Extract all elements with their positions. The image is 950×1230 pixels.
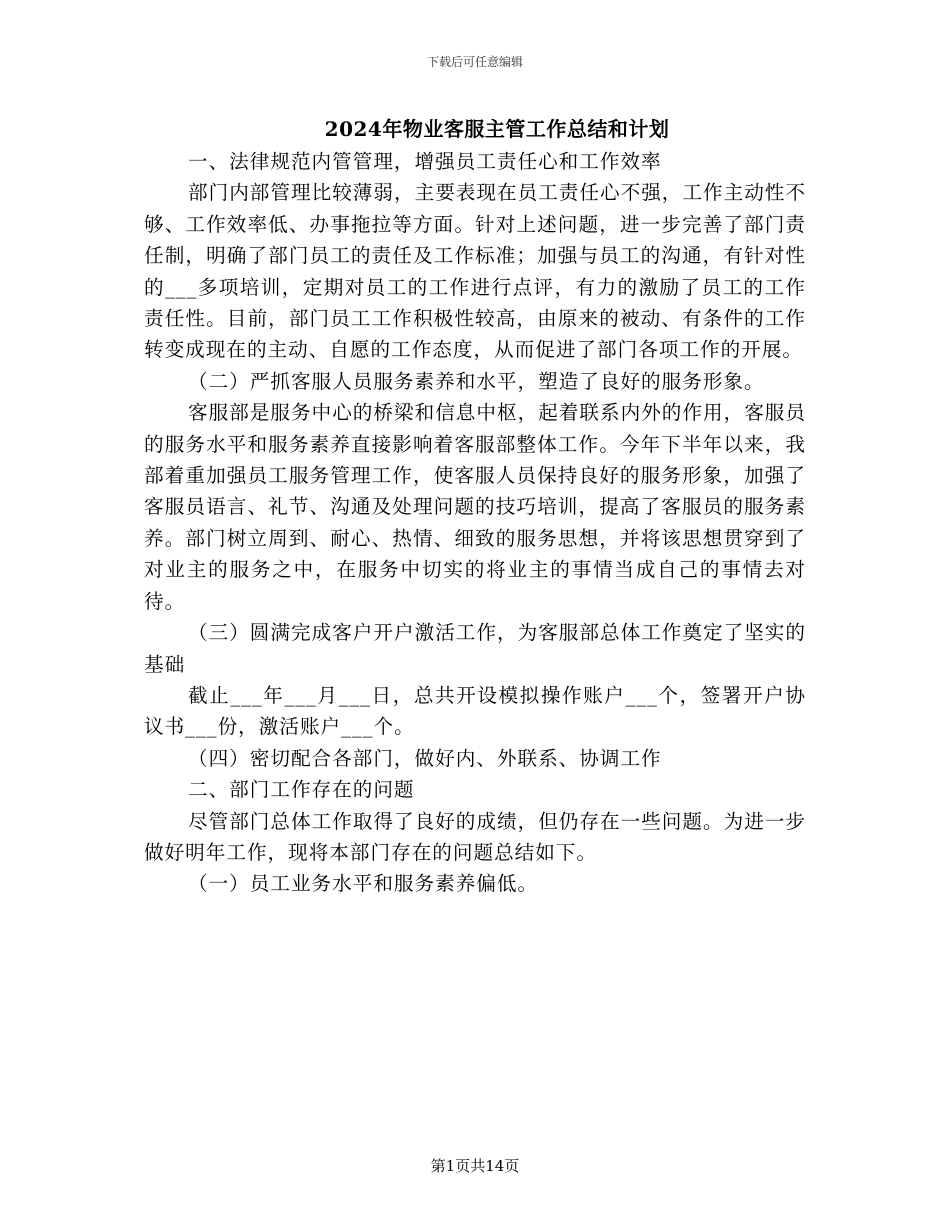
subsection-heading: （一）员工业务水平和服务素养偏低。 xyxy=(188,872,539,896)
subsection-heading: （二）严抓客服人员服务素养和水平，塑造了良好的服务形象。 xyxy=(188,369,765,393)
body-paragraph: 部门内部管理比较薄弱，主要表现在员工责任心不强，工作主动性不够、工作效率低、办事拖拉等方面。针对上述问题，进一步完善了部门责任制，明确了部门员工的责任及工作标准；加强与员工的沟通，有针对性的___多项培训，定期对员工的工作进行点评，有力的激励了员工的工作责任性。目前，部门员工工作积极性较高，由原来的被动、有条件的工作转变成现在的主动、自愿的工作态度，从而促进了部门各项工作的开展。 xyxy=(144,181,806,362)
section-heading: 二、部门工作存在的问题 xyxy=(188,778,415,802)
document-body xyxy=(144,146,806,900)
document-title: 2024年物业客服主管工作总结和计划 xyxy=(324,117,670,141)
page-number: 第1页共14页 xyxy=(430,1157,520,1175)
body-paragraph: 截止___年___月___日，总共开设模拟操作账户___个，签署开户协议书___份，激活账户___个。 xyxy=(144,683,806,739)
body-paragraph: 尽管部门总体工作取得了良好的成绩，但仍存在一些问题。为进一步做好明年工作，现将本部门存在的问题总结如下。 xyxy=(144,809,806,864)
subsection-heading: （三）圆满完成客户开户激活工作，为客服部总体工作奠定了坚实的基础 xyxy=(144,621,806,676)
section-heading: 一、法律规范内管管理，增强员工责任心和工作效率 xyxy=(188,150,662,173)
header-note: 下载后可任意编辑 xyxy=(426,55,523,69)
subsection-heading: （四）密切配合各部门，做好内、外联系、协调工作 xyxy=(188,746,662,770)
body-paragraph: 客服部是服务中心的桥梁和信息中枢，起着联系内外的作用，客服员的服务水平和服务素养直接影响着客服部整体工作。今年下半年以来，我部着重加强员工服务管理工作，使客服人员保持良好的服务形象，加强了客服员语言、礼节、沟通及处理问题的技巧培训，提高了客服员的服务素养。部门树立周到、耐心、热情、细致的服务思想，并将该思想贯穿到了对业主的服务之中，在服务中切实的将业主的事情当成自己的事情去对待。 xyxy=(144,401,806,613)
